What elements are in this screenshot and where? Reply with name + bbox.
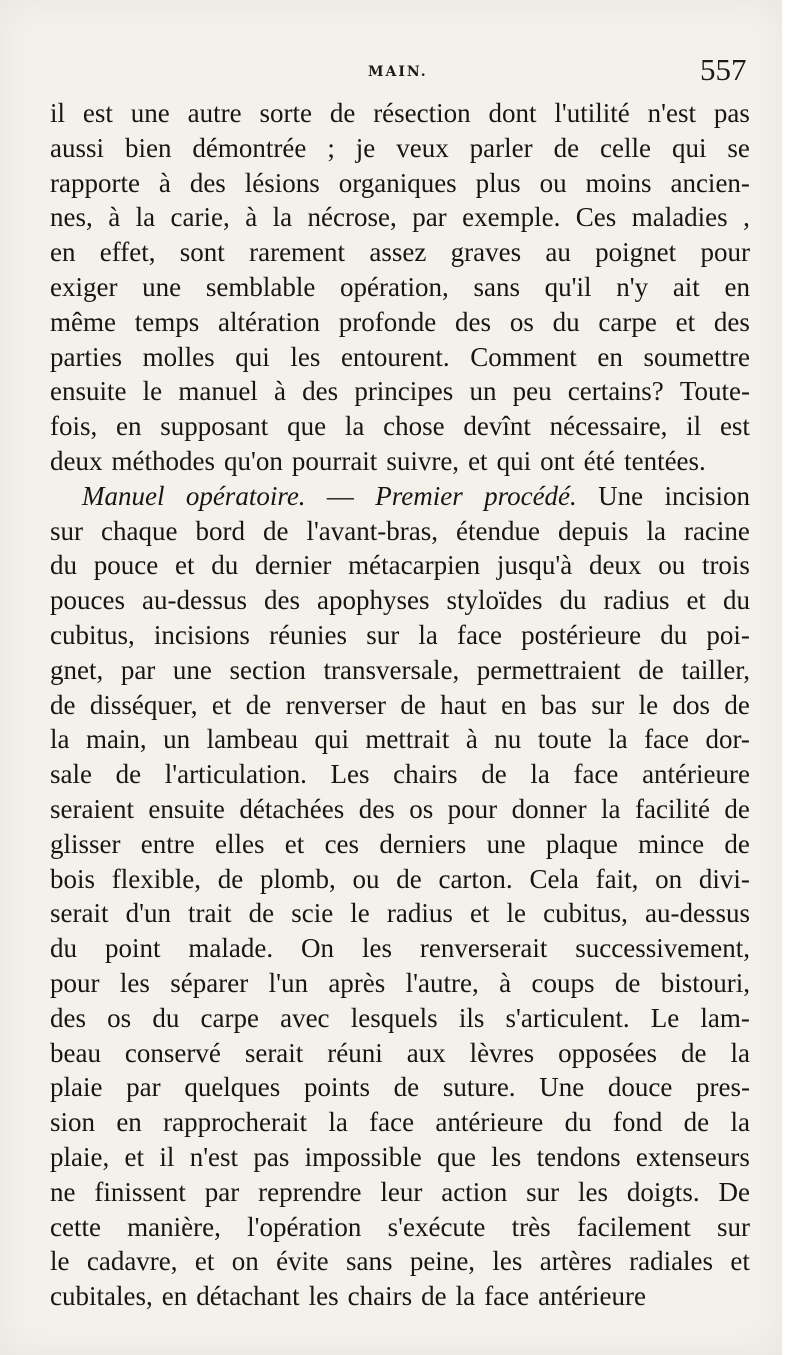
text-line: sale de l'articulation. Les chairs de la face antérieure — [50, 759, 750, 790]
running-head: MAIN. — [368, 64, 428, 80]
text-line: sion en rapprocherait la face antérieure du fond de la — [50, 1107, 750, 1138]
text-line: beau conservé serait réuni aux lèvres opposées de la — [50, 1037, 750, 1068]
paragraph — [50, 479, 750, 1314]
text-line: la main, un lambeau qui mettrait à nu toute la face dor- — [50, 724, 750, 755]
page-number: 557 — [700, 52, 747, 87]
text-line: nes, à la carie, à la nécrose, par exemple. Ces maladies , — [50, 202, 750, 233]
text-line: bois flexible, de plomb, ou de carton. Cela fait, on divi- — [50, 863, 750, 894]
text-line: du point malade. On les renverserait successivement, — [50, 933, 750, 964]
text-line: Manuel opératoire. — Premier procédé. Une incision — [82, 480, 750, 511]
paragraph — [50, 96, 750, 479]
text-line: pouces au-dessus des apophyses styloïdes du radius et du — [50, 585, 750, 616]
text-line: cette manière, l'opération s'exécute très facilement sur — [50, 1211, 750, 1242]
text-line: des os du carpe avec lesquels ils s'articulent. Le lam- — [50, 1002, 750, 1033]
text-line: exiger une semblable opération, sans qu'il n'y ait en — [50, 271, 750, 302]
text-line: serait d'un trait de scie le radius et le cubitus, au-dessus — [50, 898, 750, 929]
text-line: il est une autre sorte de résection dont l'utilité n'est pas — [50, 98, 750, 128]
text-line: plaie, et il n'est pas impossible que les tendons extenseurs — [50, 1141, 750, 1172]
text-line: rapporte à des lésions organiques plus ou moins ancien- — [50, 167, 750, 198]
page-header — [0, 52, 782, 92]
text-line: en effet, sont rarement assez graves au poignet pour — [50, 237, 750, 268]
text-line: de disséquer, et de renverser de haut en bas sur le dos de — [50, 689, 750, 720]
text-line: pour les séparer l'un après l'autre, à coups de bistouri, — [50, 967, 750, 998]
text-line: ensuite le manuel à des principes un peu certains? Toute- — [50, 376, 750, 407]
text-line: du pouce et du dernier métacarpien jusqu'à deux ou trois — [50, 550, 750, 581]
text-line: plaie par quelques points de suture. Une douce pres- — [50, 1072, 750, 1103]
text-line: seraient ensuite détachées des os pour donner la facilité de — [50, 793, 750, 824]
text-line: deux méthodes qu'on pourrait suivre, et qui ont été tentées. — [50, 445, 706, 476]
text-line: glisser entre elles et ces derniers une plaque mince de — [50, 828, 750, 859]
scan-margin — [782, 0, 800, 1355]
text-line: ne finissent par reprendre leur action sur les doigts. De — [50, 1176, 750, 1207]
text-line: gnet, par une section transversale, permettraient de tailler, — [50, 654, 750, 685]
text-line: fois, en supposant que la chose devînt nécessaire, il est — [50, 411, 750, 442]
text-line: parties molles qui les entourent. Comment en soumettre — [50, 341, 750, 372]
text-line: cubitales, en détachant les chairs de la face antérieure — [50, 1281, 646, 1312]
text-line: aussi bien démontrée ; je veux parler de celle qui se — [50, 132, 750, 163]
text-line: sur chaque bord de l'avant-bras, étendue depuis la racine — [50, 515, 750, 546]
body-text — [50, 96, 750, 1314]
text-line: cubitus, incisions réunies sur la face postérieure du poi- — [50, 619, 750, 650]
text-line: le cadavre, et on évite sans peine, les artères radiales et — [50, 1246, 750, 1277]
text-line: même temps altération profonde des os du carpe et des — [50, 306, 750, 337]
